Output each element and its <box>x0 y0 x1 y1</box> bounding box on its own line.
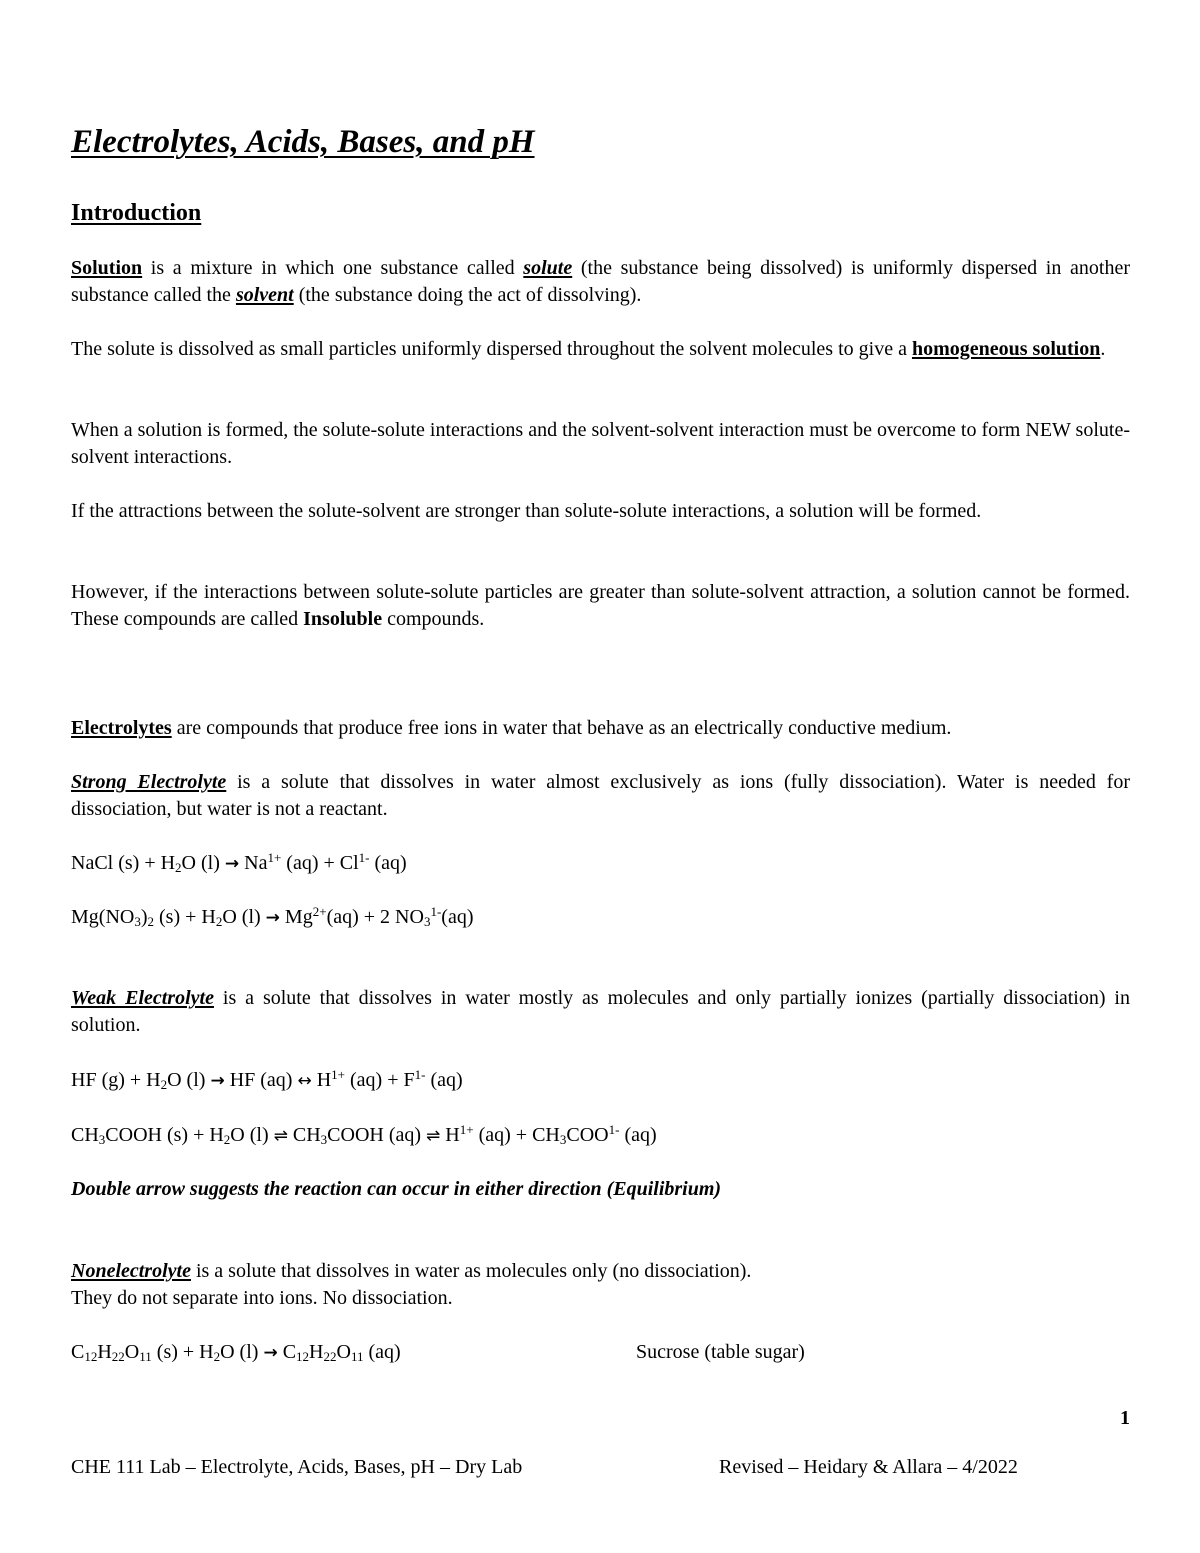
solute-term: solute <box>523 257 573 279</box>
solution-formed-paragraph: When a solution is formed, the solute-solute interactions and the solvent-solvent interaction must be overcome to form NEW solute-solvent interactions. <box>71 419 1130 468</box>
double-arrow-icon: ↔ <box>297 1071 312 1091</box>
attractions-paragraph: If the attractions between the solute-solvent are stronger than solute-solute interactions, a solution will be formed. <box>71 500 982 522</box>
acetic-acid-equation: $CH_3COOH$ $(s) + H_2O$ (l) ⇌ $CH_3COOH$ (aq) ⇌ $H^{1+}$ $(aq) + CH_3COO^{1-}$ (aq) <box>71 1122 657 1147</box>
weak-electrolyte-term: Weak Electrolyte <box>71 987 214 1009</box>
page-title: Electrolytes, Acids, Bases, and pH <box>71 124 535 160</box>
equilibrium-note: Double arrow suggests the reaction can occur in either direction (Equilibrium) <box>71 1178 722 1200</box>
solution-term: Solution <box>71 257 143 279</box>
mgno3-equation: $Mg(NO_3)_2$ $(s) + H_2O$ $(l) \to Mg^{2+}(aq) + 2$ $NO_3^{1-}(aq)$ <box>71 904 474 929</box>
sucrose-equation: $C_{12}H_{22}O_{11}$ $(s) + H_2O$ $(l) \to C_{12}H_{22}O_{11}$ (aq) <box>71 1341 401 1364</box>
homogeneous-solution-term: homogeneous solution <box>911 338 1101 360</box>
page-number: 1 <box>1120 1407 1130 1429</box>
hf-equation: HF $(g) + H_2O$ (l) → HF (aq) ↔ $H^{1+}$ $(aq) + F^{1-}$ (aq) <box>71 1067 463 1092</box>
reaction-arrow-icon: → <box>210 1071 225 1091</box>
electrolytes-paragraph: Electrolytes are compounds that produce free ions in water that behave as an electrically conductive medium. <box>71 717 952 739</box>
footer-course-label: CHE 111 Lab – Electrolyte, Acids, Bases, pH – Dry Lab <box>71 1456 523 1478</box>
solution-paragraph: Solution is a mixture in which one substance called solute (the substance being dissolved) is uniformly dispersed in another substance called the solvent (the substance doing the act of dissolving). <box>71 257 1130 306</box>
weak-electrolyte-paragraph: Weak Electrolyte is a solute that dissolves in water mostly as molecules and only partially ionizes (partially dissociation) in solution. <box>71 987 1130 1036</box>
sucrose-note: Sucrose (table sugar) <box>636 1341 805 1363</box>
homogeneous-paragraph: The solute is dissolved as small particles uniformly dispersed throughout the solvent molecules to give a homogeneous solution. <box>71 338 1106 360</box>
insoluble-term: Insoluble <box>303 608 383 630</box>
solvent-term: solvent <box>235 284 294 306</box>
insoluble-paragraph: However, if the interactions between solute-solute particles are greater than solute-solvent attraction, a solution cannot be formed. These compounds are called Insoluble compounds. <box>71 581 1130 630</box>
reaction-arrow-icon: → <box>265 908 280 928</box>
footer-revision-label: Revised – Heidary & Allara – 4/2022 <box>719 1456 1018 1478</box>
electrolytes-term: Electrolytes <box>71 717 172 739</box>
introduction-heading: Introduction <box>71 200 202 226</box>
nonelectrolyte-term: Nonelectrolyte <box>71 1260 191 1282</box>
strong-electrolyte-term: Strong Electrolyte <box>71 771 227 793</box>
reaction-arrow-icon: → <box>224 854 240 874</box>
nonelectrolyte-paragraph: Nonelectrolyte is a solute that dissolves in water as molecules only (no dissociation). They do not separate into ions. No dissociation. <box>71 1260 752 1309</box>
reaction-arrow-icon: → <box>263 1343 278 1363</box>
strong-electrolyte-paragraph: Strong Electrolyte is a solute that dissolves in water almost exclusively as ions (fully dissociation). Water is needed for dissociation, but water is not a reactant. <box>71 771 1130 820</box>
equilibrium-arrow-icon: ⇌ <box>426 1126 441 1146</box>
equilibrium-arrow-icon: ⇌ <box>273 1126 288 1146</box>
nacl-equation: NaCl $(s) + H_2O$ $(l) \to Na^{1+}$ $(aq) + Cl^{1-}$ (aq) <box>71 850 407 875</box>
